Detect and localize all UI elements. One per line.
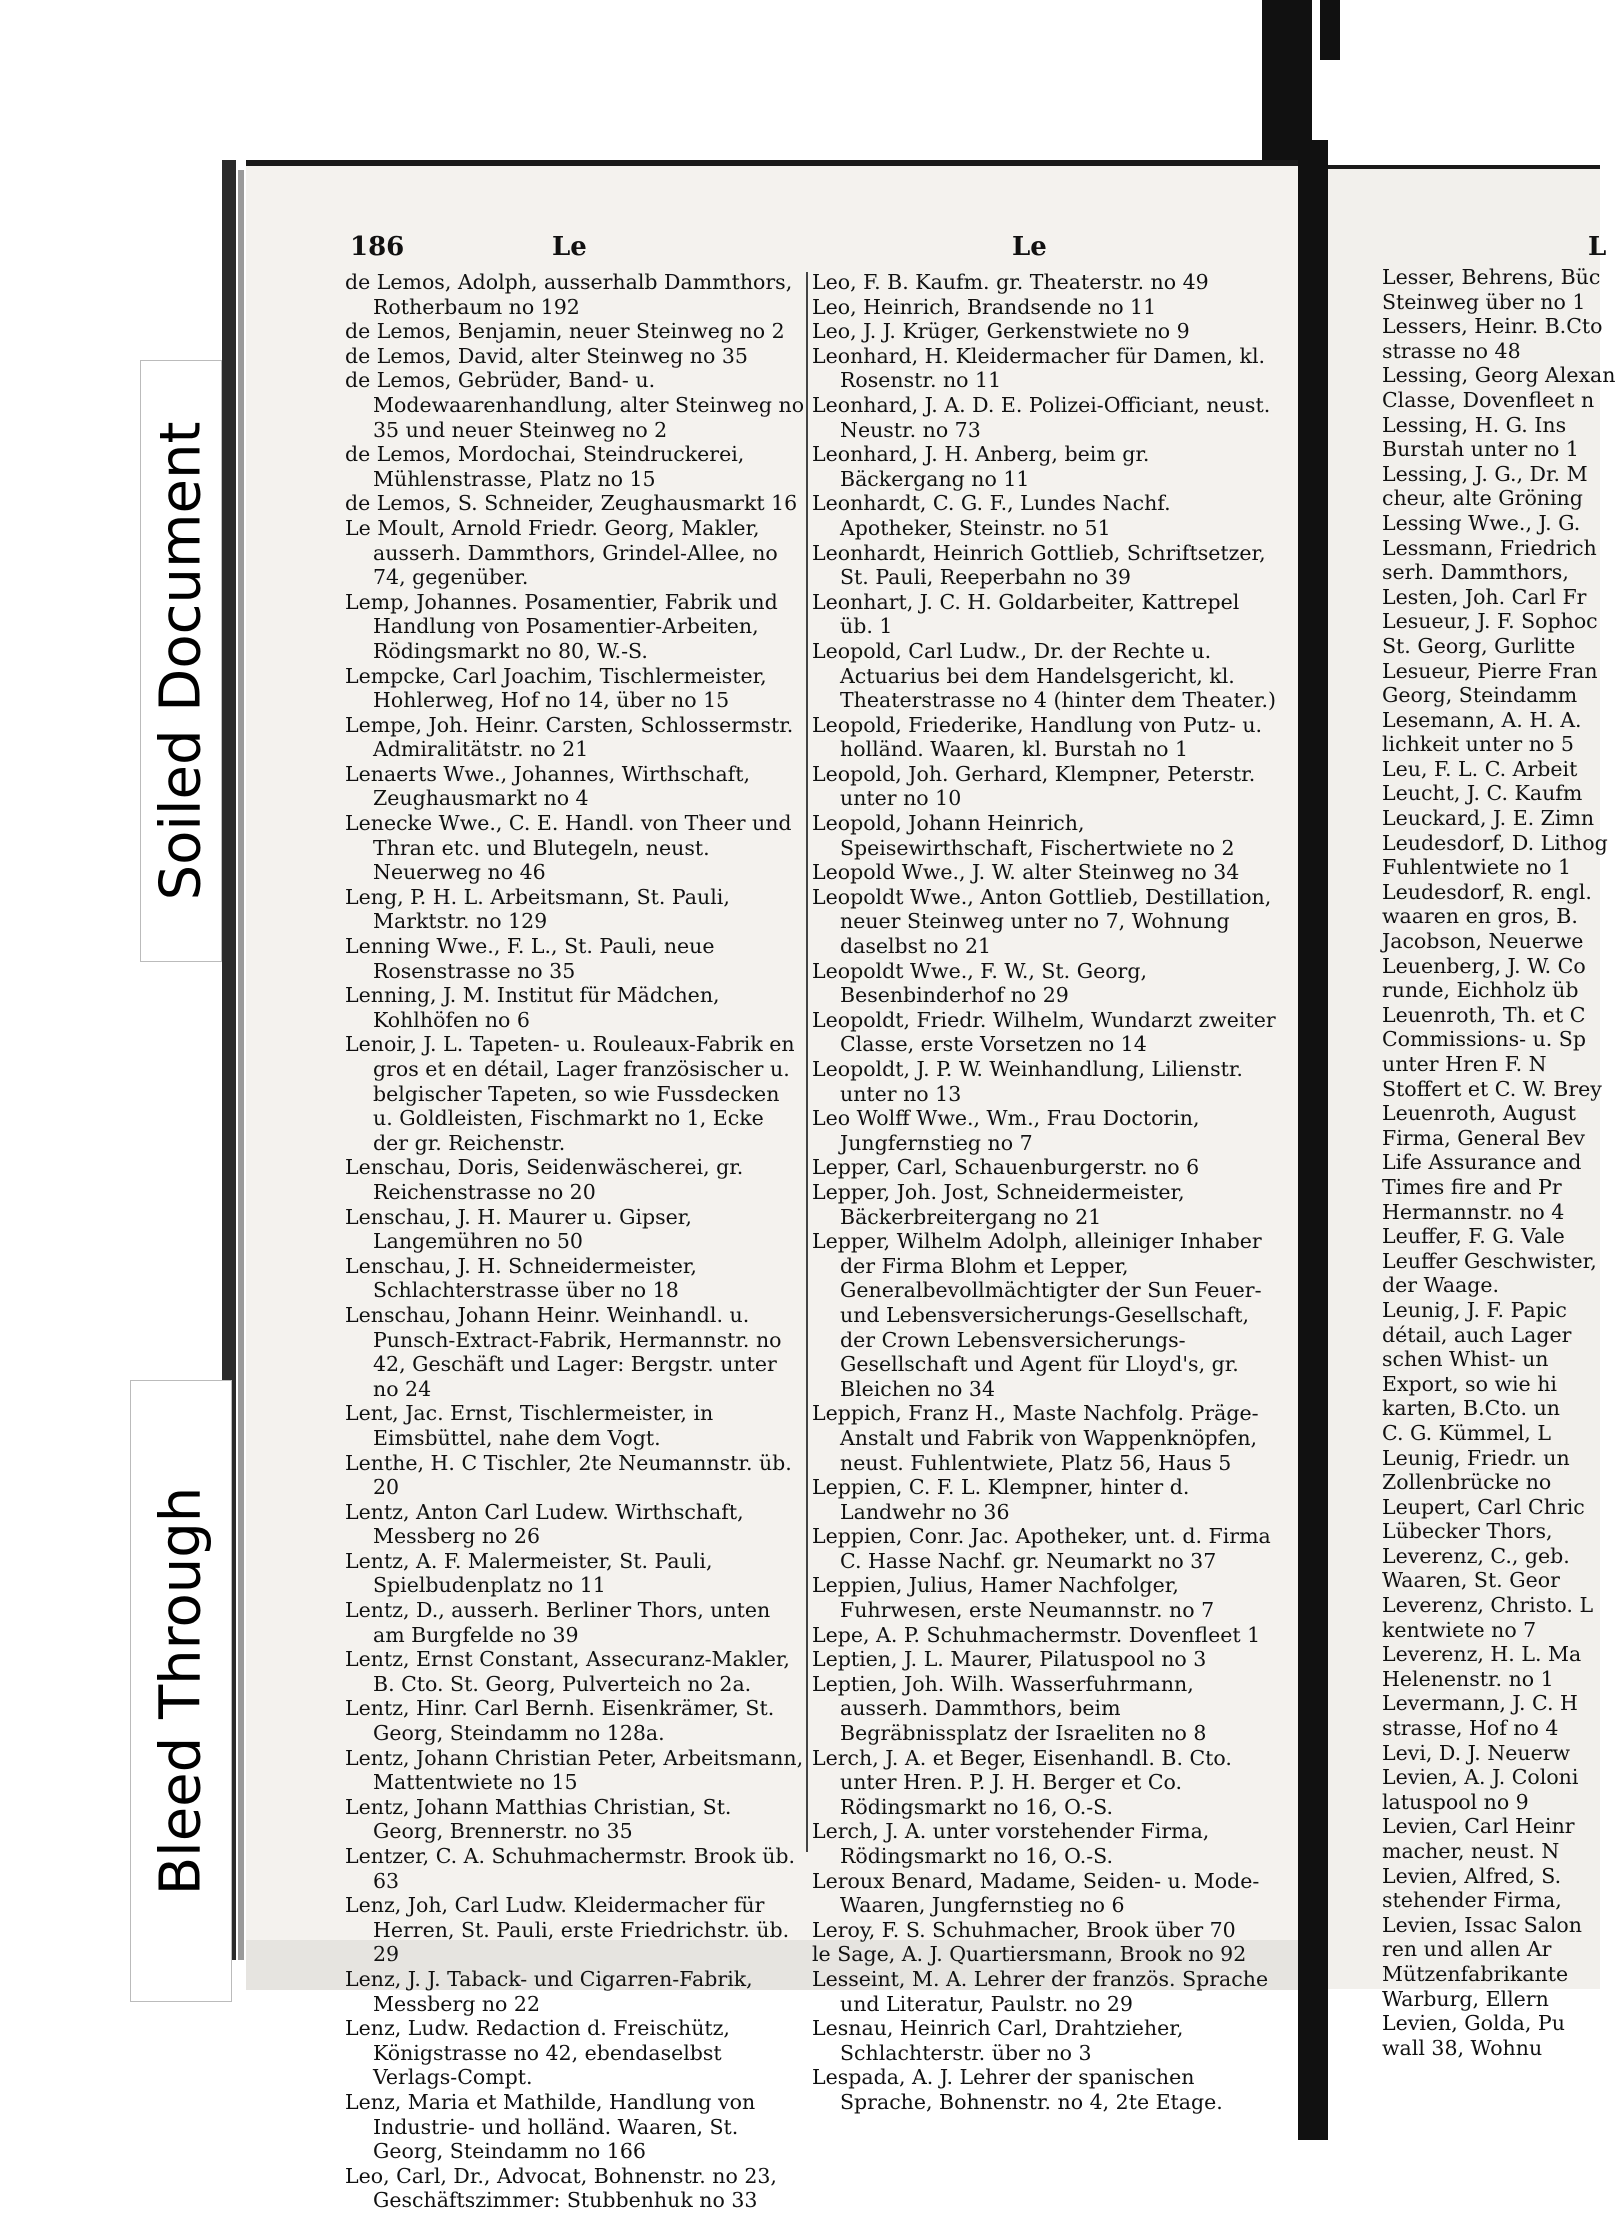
directory-entry: Leuffer, F. G. Vale (1382, 1224, 1565, 1249)
directory-entry: unter Hren F. N (1382, 1052, 1547, 1076)
directory-entry: Leuenberg, J. W. Co (1382, 953, 1586, 978)
directory-entry: Leo, J. J. Krüger, Gerkenstwiete no 9 (812, 319, 1190, 344)
directory-entry: Leopoldt Wwe., Anton Gottlieb, Destillation, neuer Steinweg unter no 7, Wohnung daselbst no 21 (812, 884, 1272, 959)
directory-entry: Steinweg über no 1 (1382, 289, 1586, 314)
directory-entry: Levien, Alfred, S. (1382, 1863, 1562, 1888)
directory-entry: Lerch, J. A. et Beger, Eisenhandl. B. Cto. unter Hren. P. J. H. Berger et Co. Rödingsmarkt no 16, O.-S. (812, 1745, 1232, 1819)
directory-entry: strasse no 48 (1382, 338, 1521, 363)
directory-entry: Lenning Wwe., F. L., St. Pauli, neue Rosenstrasse no 35 (345, 934, 715, 983)
directory-entry: Lempe, Joh. Heinr. Carsten, Schlossermstr. Admiralitätstr. no 21 (345, 712, 794, 762)
directory-entry: Leopold, Johann Heinrich, Speisewirthschaft, Fischertwiete no 2 (812, 811, 1235, 860)
directory-entry: de Lemos, Adolph, ausserhalb Dammthors, Rotherbaum no 192 (345, 270, 793, 319)
soiled-document-label (140, 360, 222, 962)
directory-entry: Lübecker Thors, (1382, 1519, 1553, 1544)
directory-entry: Leppien, C. F. L. Klempner, hinter d. Landwehr no 36 (812, 1475, 1190, 1524)
directory-entry: lichkeit unter no 5 (1382, 732, 1574, 757)
left-column (345, 270, 805, 2213)
directory-entry: Leptien, Joh. Wilh. Wasserfuhrmann, ausserh. Dammthors, beim Begräbnissplatz der Israeliten no 8 (812, 1671, 1207, 1746)
directory-entry: Leuckard, J. E. Zimn (1382, 806, 1595, 831)
directory-entry: Lent, Jac. Ernst, Tischlermeister, in Eimsbüttel, nahe dem Vogt. (345, 1401, 714, 1450)
directory-entry: Lenaerts Wwe., Johannes, Wirthschaft, Zeughausmarkt no 4 (345, 761, 751, 811)
directory-entry: wall 38, Wohnu (1382, 2035, 1543, 2060)
directory-entry: Leucht, J. C. Kaufm (1382, 781, 1583, 806)
book-gutter (1298, 140, 1328, 2140)
directory-entry: Lessmann, Friedrich (1382, 535, 1597, 560)
directory-entry: Leo, Heinrich, Brandsende no 11 (812, 294, 1157, 319)
directory-entry: Levien, Golda, Pu (1382, 2011, 1565, 2036)
directory-entry: C. G. Kümmel, L (1382, 1420, 1551, 1445)
directory-entry: Levi, D. J. Neuerw (1382, 1740, 1571, 1765)
directory-entry: Lenecke Wwe., C. E. Handl. von Theer und Thran etc. und Blutegeln, neust. Neuerweg no 46 (345, 811, 792, 885)
scan-edge-top-2 (1320, 0, 1340, 60)
directory-entry: der Waage. (1382, 1273, 1500, 1298)
directory-entry: ren und allen Ar (1382, 1937, 1552, 1962)
directory-entry: Lenschau, Johann Heinr. Weinhandl. u. Punsch-Extract-Fabrik, Hermannstr. no 42, Geschäft und Lager: Bergstr. unter no 24 (345, 1302, 782, 1401)
directory-entry: Lessers, Heinr. B.Cto (1382, 314, 1603, 339)
directory-entry: Lessing, Georg Alexan (1382, 363, 1615, 388)
directory-entry: Lepper, Joh. Jost, Schneidermeister, Bäckerbreitergang no 21 (812, 1179, 1185, 1229)
directory-entry: Leuenroth, August (1382, 1101, 1576, 1126)
directory-entry: kentwiete no 7 (1382, 1617, 1537, 1642)
directory-entry: Leptien, J. L. Maurer, Pilatuspool no 3 (812, 1647, 1207, 1672)
directory-entry: Leopold, Friederike, Handlung von Putz- u. holländ. Waaren, kl. Burstah no 1 (812, 712, 1263, 762)
directory-entry: Leverenz, C., geb. (1382, 1543, 1570, 1568)
directory-entry: Lenthe, H. C Tischler, 2te Neumannstr. üb. 20 (345, 1450, 792, 1500)
directory-entry: Leonhard, H. Kleidermacher für Damen, kl. Rosenstr. no 11 (812, 343, 1266, 393)
directory-entry: karten, B.Cto. un (1382, 1396, 1560, 1421)
directory-entry: Leppich, Franz H., Maste Nachfolg. Präge-Anstalt und Fabrik von Wappenknöpfen, neust. Fuhlentwiete, Platz 56, Haus 5 (812, 1401, 1259, 1475)
directory-entry: Leopold Wwe., J. W. alter Steinweg no 34 (812, 860, 1240, 885)
directory-entry: Lentz, Johann Matthias Christian, St. Georg, Brennerstr. no 35 (345, 1794, 732, 1844)
directory-entry: Leonhard, J. A. D. E. Polizei-Officiant, neust. Neustr. no 73 (812, 392, 1271, 442)
directory-entry: Burstah unter no 1 (1382, 437, 1579, 462)
facing-page-column (1382, 265, 1615, 2060)
directory-entry: Waaren, St. Geor (1382, 1568, 1560, 1593)
left-heading: Le (552, 232, 587, 262)
directory-entry: Fuhlentwiete no 1 (1382, 855, 1571, 880)
directory-entry: strasse, Hof no 4 (1382, 1716, 1559, 1741)
directory-entry: stehender Firma, (1382, 1888, 1562, 1913)
directory-entry: Leonhard, J. H. Anberg, beim gr. Bäckergang no 11 (812, 442, 1150, 491)
directory-entry: Lepper, Wilhelm Adolph, alleiniger Inhaber der Firma Blohm et Lepper, Generalbevollmächtigter der Sun Feuer- und Lebensversicherungs-Gesellschaft, der Crown Lebensversicherungs-Gesellschaft und Agent für Lloyd's, gr. Bleichen no 34 (812, 1229, 1262, 1401)
directory-entry: Lesser, Behrens, Büc (1382, 265, 1601, 289)
directory-entry: Leverenz, Christo. L (1382, 1593, 1594, 1618)
scan-edge-top (1262, 0, 1312, 160)
directory-entry: Leverenz, H. L. Ma (1382, 1642, 1582, 1667)
directory-entry: Leonhardt, C. G. F., Lundes Nachf. Apotheker, Steinstr. no 51 (812, 491, 1171, 540)
directory-entry: Lesseint, M. A. Lehrer der französ. Sprache und Literatur, Paulstr. no 29 (812, 1966, 1269, 2016)
directory-entry: Leopold, Joh. Gerhard, Klempner, Peterstr. unter no 10 (812, 761, 1256, 811)
directory-entry: Leopoldt, J. P. W. Weinhandlung, Lilienstr. unter no 13 (812, 1057, 1243, 1106)
directory-entry: Stoffert et C. W. Brey (1382, 1076, 1602, 1101)
page-edge-shadow (238, 170, 244, 1960)
directory-entry: Lenz, J. J. Taback- und Cigarren-Fabrik, Messberg no 22 (345, 1966, 753, 2016)
directory-entry: Lentz, Hinr. Carl Bernh. Eisenkrämer, St. Georg, Steindamm no 128a. (345, 1696, 775, 1746)
directory-entry: Leopold, Carl Ludw., Dr. der Rechte u. Actuarius bei dem Handelsgericht, kl. Theaterstrasse no 4 (hinter dem Theater.) (812, 638, 1277, 713)
directory-entry: de Lemos, Benjamin, neuer Steinweg no 2 (345, 319, 785, 344)
directory-entry: Leopoldt, Friedr. Wilhelm, Wundarzt zweiter Classe, erste Vorsetzen no 14 (812, 1007, 1276, 1057)
directory-entry: Levien, A. J. Coloni (1382, 1765, 1579, 1790)
directory-entry: Lenz, Joh, Carl Ludw. Kleidermacher für Herren, St. Pauli, erste Friedrichstr. üb. 29 (345, 1893, 790, 1967)
directory-entry: Lenning, J. M. Institut für Mädchen, Kohlhöfen no 6 (345, 983, 720, 1032)
right-column (812, 270, 1278, 2115)
bleed-through-text: Bleed Through (148, 1486, 214, 1896)
directory-entry: Lesemann, A. H. A. (1382, 707, 1582, 732)
directory-entry: Lenz, Maria et Mathilde, Handlung von Industrie- und holländ. Waaren, St. Georg, Steindamm no 166 (345, 2089, 756, 2164)
directory-entry: latuspool no 9 (1382, 1789, 1529, 1814)
directory-entry: Leuenroth, Th. et C (1382, 1002, 1586, 1027)
directory-entry: Lentz, D., ausserh. Berliner Thors, unten am Burgfelde no 39 (345, 1598, 771, 1647)
directory-entry: Leu, F. L. C. Arbeit (1382, 756, 1578, 781)
directory-entry: de Lemos, Gebrüder, Band- u. Modewaarenhandlung, alter Steinweg no 35 und neuer Steinweg no 2 (345, 368, 805, 442)
directory-entry: Life Assurance and (1382, 1150, 1582, 1175)
column-rule (806, 272, 808, 1852)
directory-entry: Levermann, J. C. H (1382, 1691, 1578, 1716)
directory-entry: de Lemos, Mordochai, Steindruckerei, Mühlenstrasse, Platz no 15 (345, 442, 745, 491)
directory-entry: de Lemos, S. Schneider, Zeughausmarkt 16 (345, 491, 798, 516)
directory-entry: waaren en gros, B. (1382, 904, 1578, 929)
directory-entry: Levien, Carl Heinr (1382, 1814, 1575, 1839)
directory-entry: Leudesdorf, R. engl. (1382, 879, 1592, 904)
directory-entry: Leonhart, J. C. H. Goldarbeiter, Kattrepel üb. 1 (812, 589, 1240, 639)
directory-entry: Lerch, J. A. unter vorstehender Firma, Rödingsmarkt no 16, O.-S. (812, 1819, 1210, 1868)
directory-entry: détail, auch Lager (1382, 1322, 1572, 1347)
directory-entry: macher, neust. N (1382, 1839, 1560, 1863)
directory-entry: Leonhardt, Heinrich Gottlieb, Schriftsetzer, St. Pauli, Reeperbahn no 39 (812, 540, 1266, 590)
directory-entry: Export, so wie hi (1382, 1371, 1557, 1396)
directory-entry: schen Whist- un (1382, 1347, 1549, 1372)
directory-entry: Hermannstr. no 4 (1382, 1199, 1565, 1224)
directory-entry: Leo, Carl, Dr., Advocat, Bohnenstr. no 23, Geschäftszimmer: Stubbenhuk no 33 (345, 2163, 777, 2213)
directory-entry: Lenz, Ludw. Redaction d. Freischütz, Königstrasse no 42, ebendaselbst Verlags-Compt. (345, 2016, 730, 2090)
far-right-heading: L (1588, 232, 1607, 262)
directory-entry: Leuffer Geschwister, (1382, 1248, 1597, 1273)
directory-entry: Warburg, Ellern (1382, 1986, 1549, 2011)
directory-entry: Lesueur, J. F. Sophoc (1382, 609, 1598, 634)
directory-entry: Leo Wolff Wwe., Wm., Frau Doctorin, Jungfernstieg no 7 (812, 1106, 1200, 1155)
directory-entry: Leunig, Friedr. un (1382, 1445, 1570, 1470)
directory-entry: Leudesdorf, D. Lithog (1382, 830, 1608, 855)
directory-entry: Georg, Steindamm (1382, 683, 1578, 708)
right-heading: Le (1012, 232, 1047, 262)
directory-entry: Lepe, A. P. Schuhmachermstr. Dovenfleet 1 (812, 1622, 1261, 1647)
directory-entry: Lentz, Anton Carl Ludew. Wirthschaft, Messberg no 26 (345, 1499, 744, 1549)
directory-entry: Classe, Dovenfleet n (1382, 387, 1595, 412)
directory-entry: Firma, General Bev (1382, 1125, 1585, 1150)
directory-entry: Lentzer, C. A. Schuhmachermstr. Brook üb. 63 (345, 1844, 796, 1893)
directory-entry: St. Georg, Gurlitte (1382, 633, 1576, 658)
directory-entry: Leng, P. H. L. Arbeitsmann, St. Pauli, Marktstr. no 129 (345, 884, 730, 934)
directory-entry: Leopoldt Wwe., F. W., St. Georg, Besenbinderhof no 29 (812, 958, 1147, 1008)
directory-entry: Zollenbrücke no (1382, 1470, 1552, 1495)
directory-entry: Lentz, Ernst Constant, Assecuranz-Makler, B. Cto. St. Georg, Pulverteich no 2a. (345, 1647, 790, 1696)
directory-entry: Helenenstr. no 1 (1382, 1666, 1554, 1691)
directory-entry: Lepper, Carl, Schauenburgerstr. no 6 (812, 1155, 1200, 1180)
directory-entry: Lessing, J. G., Dr. M (1382, 461, 1588, 486)
directory-entry: cheur, alte Gröning (1382, 486, 1583, 511)
directory-entry: Mützenfabrikante (1382, 1961, 1569, 1986)
soiled-document-text: Soiled Document (148, 421, 214, 901)
directory-entry: Lessing Wwe., J. G. (1382, 510, 1581, 535)
directory-entry: Leroux Benard, Madame, Seiden- u. Mode-Waaren, Jungfernstieg no 6 (812, 1868, 1260, 1918)
directory-entry: Lempcke, Carl Joachim, Tischlermeister, Hohlerweg, Hof no 14, über no 15 (345, 663, 767, 713)
directory-entry: Lenschau, J. H. Maurer u. Gipser, Langemühren no 50 (345, 1204, 692, 1254)
directory-entry: Le Moult, Arnold Friedr. Georg, Makler, ausserh. Dammthors, Grindel-Allee, no 74, gegenüber. (345, 515, 778, 590)
directory-entry: Lenoir, J. L. Tapeten- u. Rouleaux-Fabrik en gros et en détail, Lager französischer u. belgischer Tapeten, so wie Fussdecken u. Goldleisten, Fischmarkt no 1, Ecke der gr. Reichenstr. (345, 1032, 795, 1155)
directory-entry: Leppien, Conr. Jac. Apotheker, unt. d. Firma C. Hasse Nachf. gr. Neumarkt no 37 (812, 1524, 1271, 1573)
directory-entry: Lesueur, Pierre Fran (1382, 658, 1598, 683)
directory-entry: Lespada, A. J. Lehrer der spanischen Sprache, Bohnenstr. no 4, 2te Etage. (812, 2065, 1223, 2114)
bleed-through-label (130, 1380, 232, 2002)
directory-entry: Lenschau, J. H. Schneidermeister, Schlachterstrasse über no 18 (345, 1253, 697, 1303)
directory-entry: Leroy, F. S. Schuhmacher, Brook über 70 (812, 1917, 1236, 1942)
directory-entry: Lesnau, Heinrich Carl, Drahtzieher, Schlachterstr. über no 3 (812, 2016, 1184, 2065)
directory-entry: Lesten, Joh. Carl Fr (1382, 584, 1587, 609)
directory-entry: Lemp, Johannes. Posamentier, Fabrik und Handlung von Posamentier-Arbeiten, Rödingsmarkt no 80, W.-S. (345, 589, 778, 663)
directory-entry: Leunig, J. F. Papic (1382, 1297, 1567, 1322)
page-number: 186 (350, 232, 405, 262)
directory-entry: Lessing, H. G. Ins (1382, 412, 1567, 437)
directory-entry: le Sage, A. J. Quartiersmann, Brook no 92 (812, 1942, 1247, 1967)
directory-entry: Commissions- u. Sp (1382, 1027, 1586, 1052)
directory-entry: Leupert, Carl Chric (1382, 1494, 1585, 1519)
directory-entry: Lentz, A. F. Malermeister, St. Pauli, Spielbudenplatz no 11 (345, 1548, 713, 1598)
directory-entry: Lentz, Johann Christian Peter, Arbeitsmann, Mattentwiete no 15 (345, 1745, 804, 1795)
directory-entry: Leo, F. B. Kaufm. gr. Theaterstr. no 49 (812, 270, 1209, 294)
directory-entry: Jacobson, Neuerwe (1382, 929, 1584, 954)
directory-entry: Leppien, Julius, Hamer Nachfolger, Fuhrwesen, erste Neumannstr. no 7 (812, 1573, 1215, 1623)
directory-entry: serh. Dammthors, (1382, 560, 1569, 585)
directory-entry: runde, Eichholz üb (1382, 978, 1579, 1003)
directory-entry: de Lemos, David, alter Steinweg no 35 (345, 343, 748, 368)
directory-entry: Lenschau, Doris, Seidenwäscherei, gr. Reichenstrasse no 20 (345, 1155, 744, 1204)
directory-entry: Times fire and Pr (1382, 1174, 1562, 1199)
directory-entry: Levien, Issac Salon (1382, 1912, 1582, 1937)
